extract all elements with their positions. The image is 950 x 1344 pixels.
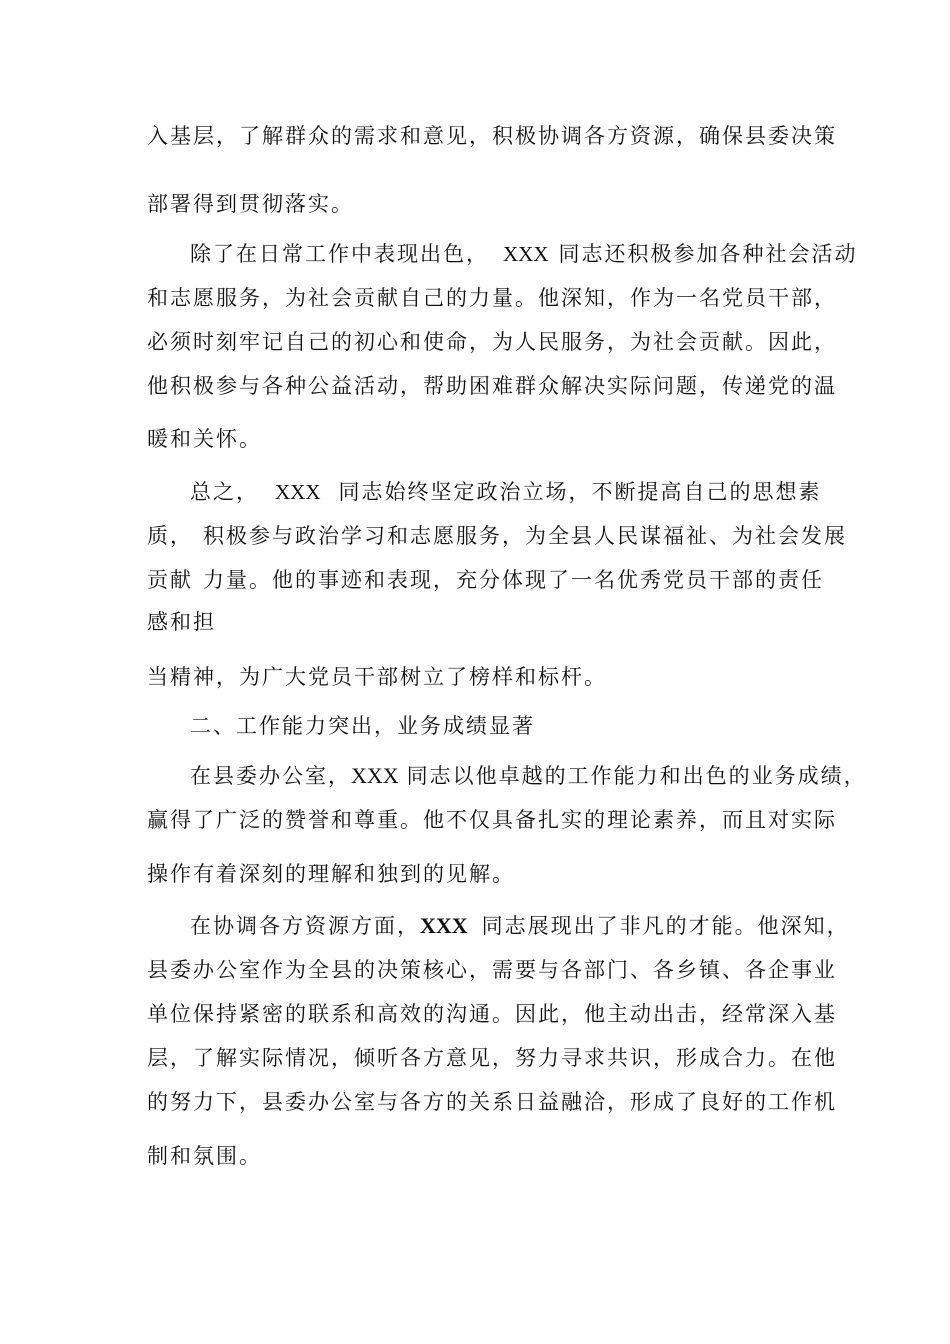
text-run: 单位保持紧密的联系和高效的沟通。因此，他主动出击，经常深入基: [147, 1002, 837, 1026]
paragraph-line: [147, 522, 847, 550]
paragraph-line: [147, 328, 837, 356]
text-run: 暖和关怀。: [147, 427, 262, 451]
text-run: 入基层，了解群众的需求和意见，积极协调各方资源，确保县委决策: [147, 124, 837, 148]
paragraph-line: [147, 1044, 837, 1072]
text-run: 赢得了广泛的赞誉和尊重。他不仅具备扎实的理论素养，而且对实际: [147, 808, 837, 832]
text-run: 县委办公室作为全县的决策核心，需要与各部门、各乡镇、各企事业: [147, 958, 837, 982]
paragraph-line: [190, 240, 858, 268]
text-run: 的努力下，县委办公室与各方的关系日益融洽，形成了良好的工作机: [147, 1090, 837, 1114]
text-run: 在县委办公室，: [190, 764, 351, 788]
paragraph-line: [147, 663, 607, 691]
paragraph-line: [147, 608, 216, 636]
paragraph-line: [147, 372, 837, 400]
paragraph-line: [147, 566, 824, 594]
text-run: 积极参与政治学习和志愿服务，为全县人民谋福祉、为社会发展: [203, 524, 847, 548]
text-run: 同志展现出了非凡的才能。他深知，: [481, 914, 850, 938]
name-placeholder: XXX: [351, 763, 399, 788]
text-run: 同志还积极参加各种社会活动: [558, 242, 858, 266]
paragraph-line: [190, 762, 867, 790]
text-run: 他积极参与各种公益活动，帮助困难群众解决实际问题，传递党的温: [147, 374, 837, 398]
text-run: 除了在日常工作中表现出色，: [190, 242, 489, 266]
paragraph-line: [147, 1088, 837, 1116]
name-placeholder: XXX: [503, 242, 549, 266]
paragraph-line: [147, 1000, 837, 1028]
text-run: 质，: [147, 524, 193, 548]
text-run: 必须时刻牢记自己的初心和使命，为人民服务，为社会贡献。因此，: [147, 330, 837, 354]
paragraph-line: [147, 425, 262, 453]
paragraph-line: [147, 956, 837, 984]
text-run: 总之，: [190, 480, 259, 504]
name-placeholder: XXX: [275, 480, 321, 504]
text-run: 制和氛围。: [147, 1144, 262, 1168]
paragraph-line: [190, 912, 850, 940]
name-placeholder: XXX: [420, 913, 468, 938]
text-run: 同志以他卓越的工作能力和出色的业务成绩，: [406, 764, 867, 788]
text-run: 感和担: [147, 610, 216, 634]
text-run: 和志愿服务，为社会贡献自己的力量。他深知，作为一名党员干部，: [147, 286, 837, 310]
text-run: 层，了解实际情况，倾听各方意见，努力寻求共识，形成合力。在他: [147, 1046, 837, 1070]
text-run: 力量。他的事迹和表现，充分体现了一名优秀党员干部的责任: [203, 568, 824, 592]
heading-text: 二、工作能力突出，业务成绩显著: [190, 714, 535, 738]
paragraph-line: [147, 860, 515, 888]
text-run: 贡献: [147, 568, 193, 592]
text-run: 部署得到贯彻落实。: [147, 192, 354, 216]
paragraph-line: [147, 284, 837, 312]
section-heading: [190, 712, 535, 740]
paragraph-line: [147, 190, 354, 218]
paragraph-line: [190, 478, 822, 506]
text-run: 在协调各方资源方面，: [190, 914, 420, 938]
paragraph-line: [147, 806, 837, 834]
text-run: 操作有着深刻的理解和独到的见解。: [147, 862, 515, 886]
text-run: 同志始终坚定政治立场，不断提高自己的思想素: [338, 480, 822, 504]
paragraph-line: [147, 122, 837, 150]
text-run: 当精神，为广大党员干部树立了榜样和标杆。: [147, 665, 607, 689]
paragraph-line: [147, 1142, 262, 1170]
